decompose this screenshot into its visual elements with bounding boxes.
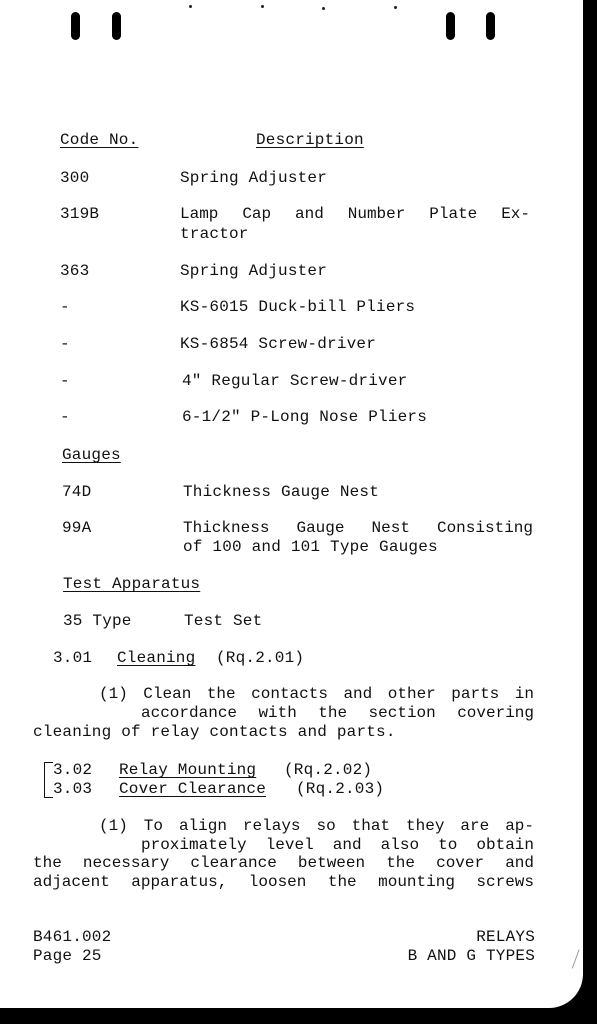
description-column-header: Description [256,131,364,149]
page-edge-mark [572,949,585,970]
paragraph-line: cleaning of relay contacts and parts. [33,723,396,741]
tool-description: KS-6015 Duck-bill Pliers [180,298,416,316]
revision-bracket [44,762,53,798]
section-number: 3.02 [53,761,93,779]
tool-code: 319B [60,205,100,223]
tool-code: - [60,335,70,353]
tool-description: Lamp Cap and Number Plate Ex- [180,205,530,223]
gauge-code: 74D [62,483,92,501]
section-reference: (Rq.2.01) [216,649,305,667]
speck [394,6,397,9]
apparatus-description: Test Set [184,612,263,630]
test-apparatus-heading: Test Apparatus [63,575,201,593]
section-title: Cleaning [117,649,196,667]
tool-description: Spring Adjuster [180,169,328,187]
paragraph-line: (1) Clean the contacts and other parts in [99,685,534,703]
tool-code: - [60,408,70,426]
tool-code: - [60,298,70,316]
section-title: Cover Clearance [119,780,267,798]
section-title: Relay Mounting [119,761,257,779]
gauge-description: Thickness Gauge Nest [183,483,380,501]
paragraph-line: the necessary clearance between the cover and [33,854,534,872]
document-number: B461.002 [33,928,112,946]
section-reference: (Rq.2.03) [296,780,385,798]
paragraph-line: proximately level and also to obtain [141,836,534,854]
gauges-heading: Gauges [62,446,121,464]
speck [261,5,264,8]
tool-description: KS-6854 Screw-driver [180,335,377,353]
footer-title: RELAYS [476,928,535,946]
tool-code: 363 [60,262,90,280]
tool-description: 4" Regular Screw-driver [182,372,408,390]
gauge-code: 99A [62,519,92,537]
tool-description: 6-1/2" P-Long Nose Pliers [182,408,428,426]
punch-hole-left-1 [71,12,80,40]
section-number: 3.01 [53,649,93,667]
tool-description-continued: tractor [180,225,249,243]
tool-description: Spring Adjuster [180,262,328,280]
footer-subtitle: B AND G TYPES [407,947,535,965]
punch-hole-right-1 [446,12,455,40]
gauge-description-continued: of 100 and 101 Type Gauges [183,538,438,556]
tool-code: - [60,372,70,390]
gauge-description: Thickness Gauge Nest Consisting [183,519,533,537]
speck [322,7,325,10]
paragraph-line: adjacent apparatus, loosen the mounting screws [33,873,534,891]
code-column-header: Code No. [60,131,139,149]
section-reference: (Rq.2.02) [284,761,373,779]
punch-hole-left-2 [112,12,121,40]
paragraph-line: (1) To align relays so that they are ap- [99,817,534,835]
tool-code: 300 [60,169,90,187]
apparatus-code: 35 Type [63,612,132,630]
paragraph-line: accordance with the section covering [141,704,534,722]
speck [189,5,192,8]
punch-hole-right-2 [486,12,495,40]
page-number: Page 25 [33,947,102,965]
section-number: 3.03 [53,780,93,798]
